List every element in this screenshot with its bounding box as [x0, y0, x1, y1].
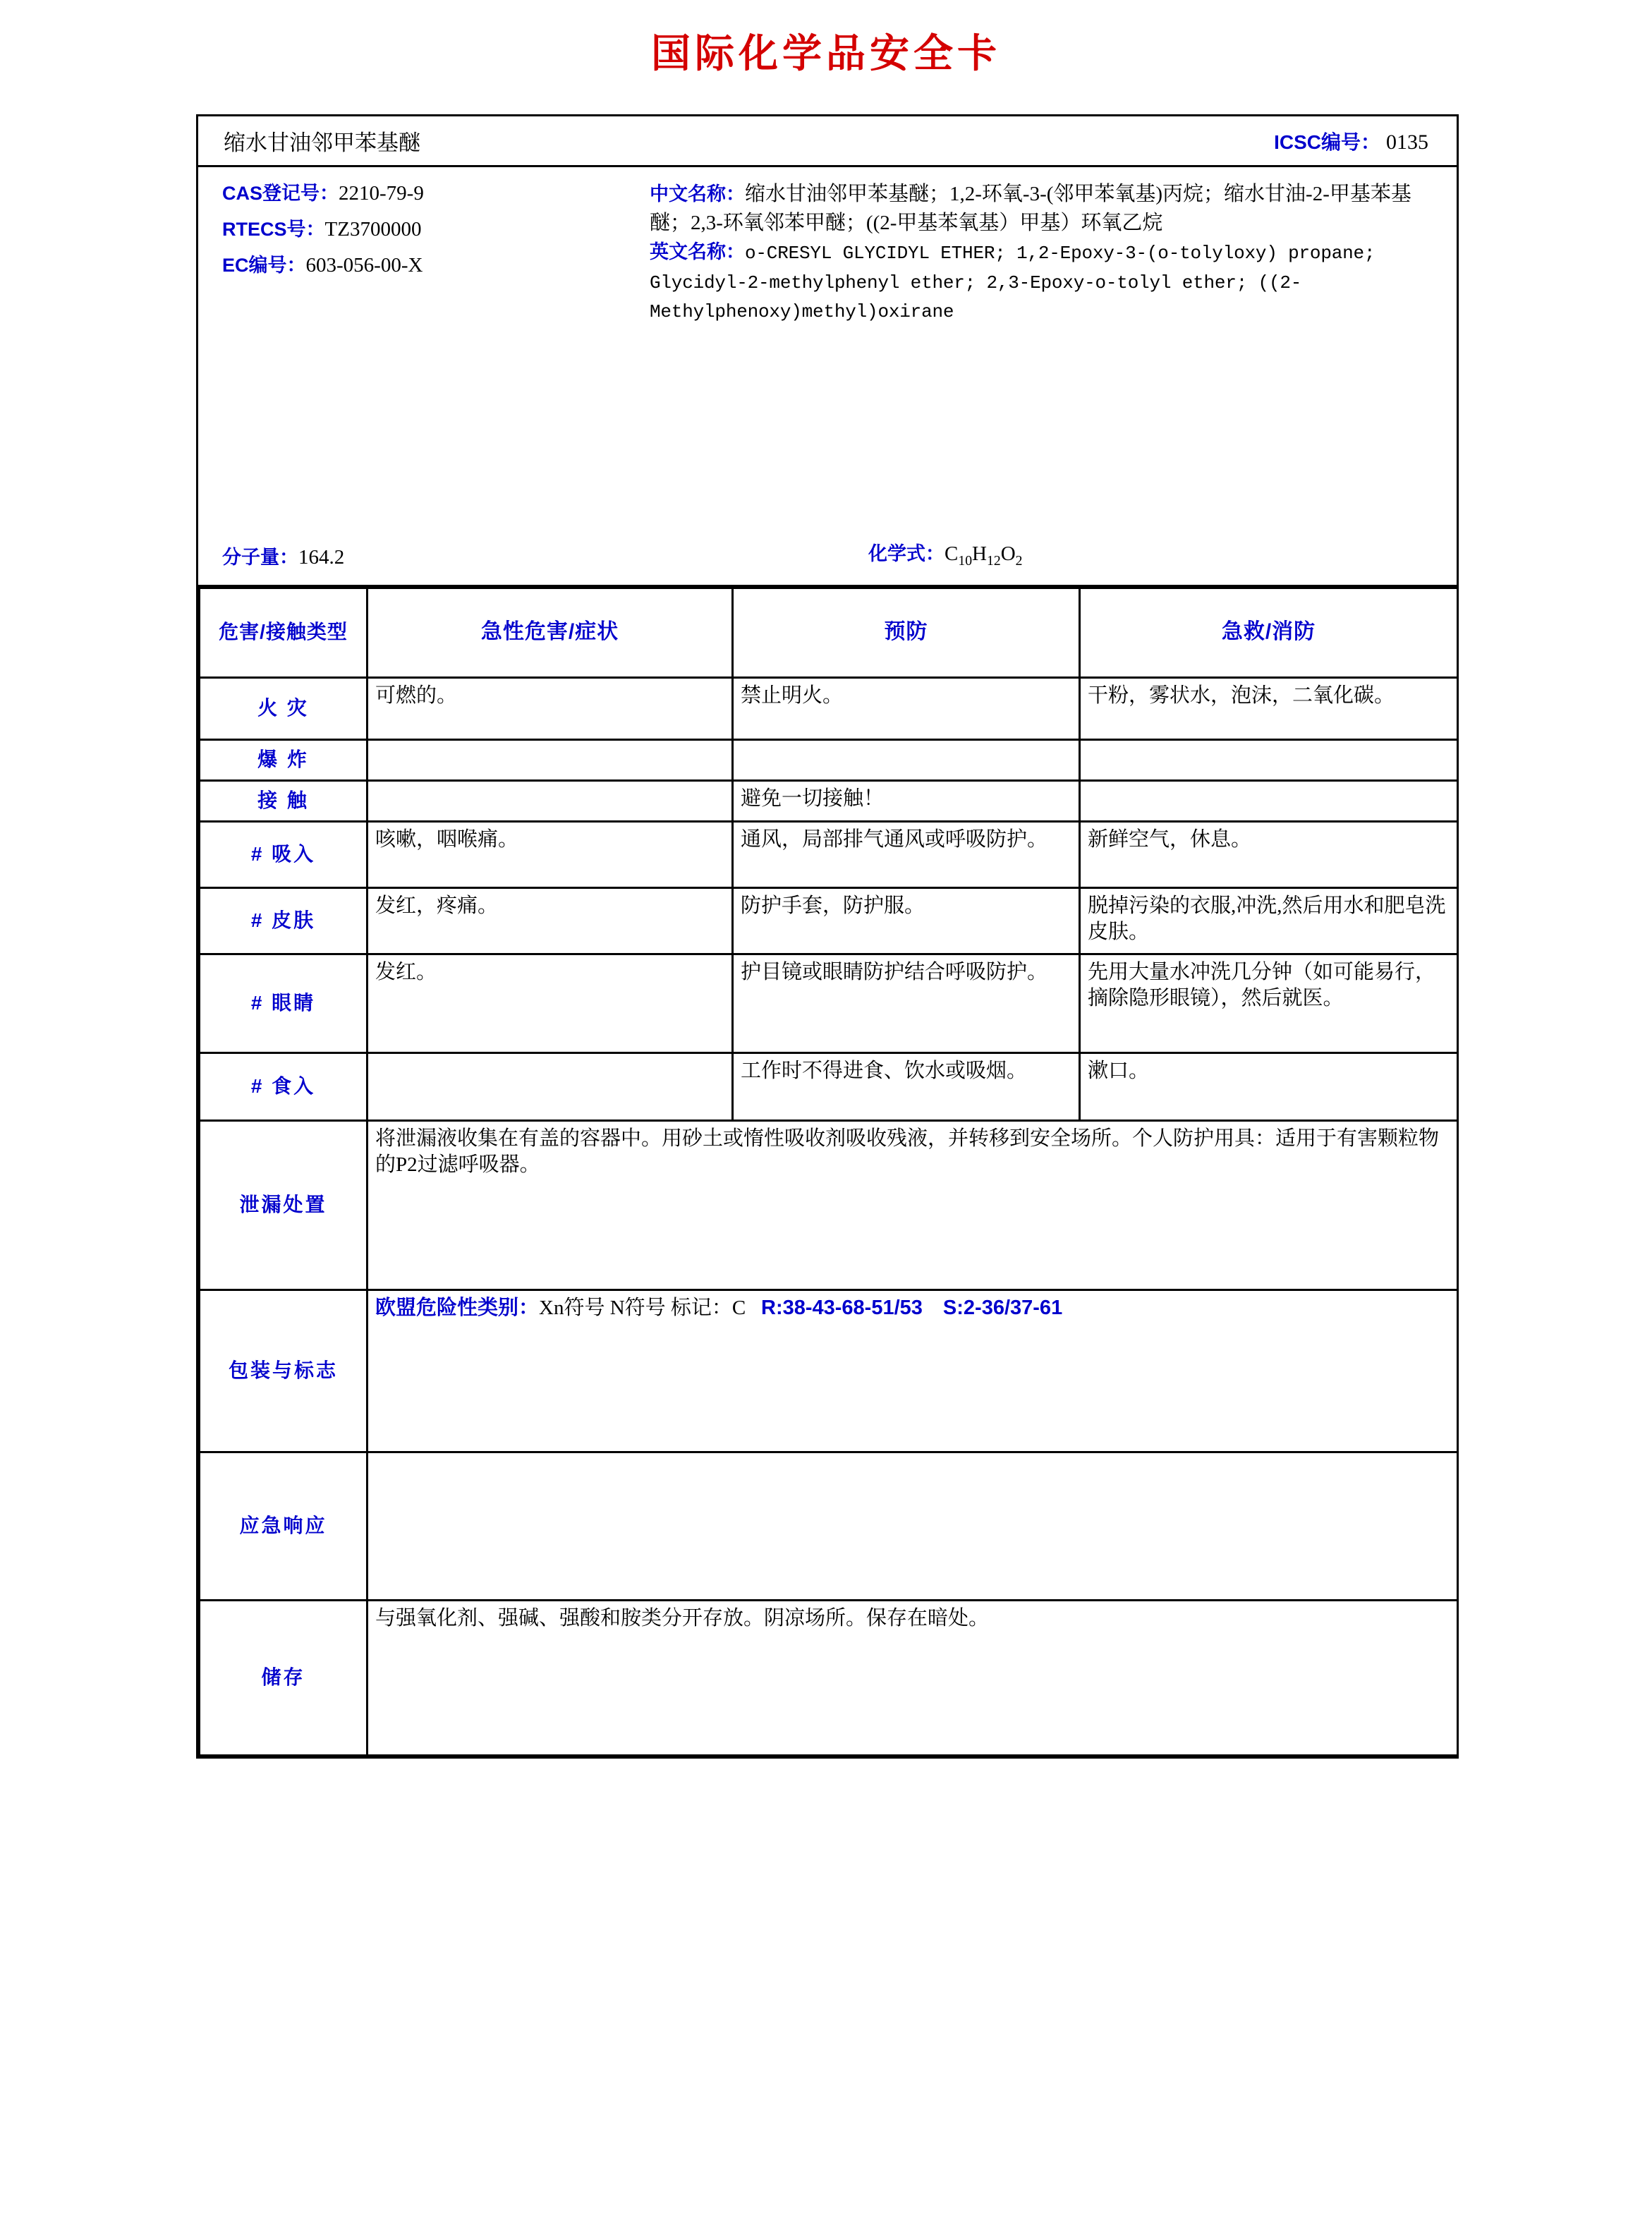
row-category-skin: # 皮肤	[200, 888, 368, 954]
row-category-exposure: 接 触	[200, 781, 368, 822]
chinese-names	[650, 180, 1440, 238]
chinese-names-label: 中文名称：	[650, 183, 745, 205]
row-category-eyes: # 眼睛	[200, 954, 368, 1053]
table-row	[200, 888, 1458, 954]
cell-packaging-text	[368, 1290, 1458, 1452]
cell-explosion-prevention	[733, 740, 1080, 781]
icsc-number-block	[1274, 127, 1457, 155]
cell-spillage-text: 将泄漏液收集在有盖的容器中。用砂土或惰性吸收剂吸收残液，并转移到安全场所。个人防护用具：适用于有害颗粒物的P2过滤呼吸器。	[368, 1121, 1458, 1290]
identification-left	[198, 167, 650, 585]
eu-class-value: Xn符号 N符号 标记：C	[539, 1297, 746, 1319]
table-row	[200, 740, 1458, 781]
cell-exposure-prevention: 避免一切接触！	[733, 781, 1080, 822]
row-category-spillage: 泄漏处置	[200, 1121, 368, 1290]
rtecs-label: RTECS号：	[222, 219, 325, 241]
row-category-emergency: 应急响应	[200, 1452, 368, 1601]
english-names-label: 英文名称：	[650, 241, 745, 263]
icsc-card	[196, 114, 1459, 1759]
row-category-storage: 储存	[200, 1601, 368, 1756]
cell-eyes-prevention: 护目镜或眼睛防护结合呼吸防护。	[733, 954, 1080, 1053]
row-category-fire: 火 灾	[200, 678, 368, 740]
cell-ingestion-prevention: 工作时不得进食、饮水或吸烟。	[733, 1053, 1080, 1121]
cell-skin-prevention: 防护手套，防护服。	[733, 888, 1080, 954]
icsc-label: ICSC编号：	[1274, 131, 1380, 153]
spillage-row	[200, 1121, 1458, 1290]
icsc-number: 0135	[1386, 130, 1428, 154]
molecular-weight-value: 164.2	[298, 546, 345, 569]
hazard-table	[198, 587, 1459, 1756]
molecular-weight-line	[222, 542, 344, 569]
row-category-packaging: 包装与标志	[200, 1290, 368, 1452]
cell-fire-firstaid: 干粉，雾状水，泡沫，二氧化碳。	[1080, 678, 1458, 740]
cell-inhalation-firstaid: 新鲜空气，休息。	[1080, 822, 1458, 888]
cell-inhalation-symptoms: 咳嗽，咽喉痛。	[368, 822, 733, 888]
table-row	[200, 781, 1458, 822]
cell-explosion-symptoms	[368, 740, 733, 781]
cell-exposure-symptoms	[368, 781, 733, 822]
cell-skin-firstaid: 脱掉污染的衣服,冲洗,然后用水和肥皂洗皮肤。	[1080, 888, 1458, 954]
chinese-names-value: 缩水甘油邻甲苯基醚；1,2-环氧-3-(邻甲苯氧基)丙烷；缩水甘油-2-甲基苯基醚；2,3-环氧邻苯甲醚；((2-甲基苯氧基）甲基）环氧乙烷	[650, 183, 1411, 235]
ec-line	[222, 252, 650, 279]
row-category-ingestion: # 食入	[200, 1053, 368, 1121]
page-title: 国际化学品安全卡	[651, 31, 1001, 75]
col-header-type: 危害/接触类型	[200, 588, 368, 678]
formula-value: $C_{10}H_{12}O_2$	[945, 542, 1023, 569]
card-header	[198, 116, 1457, 167]
cell-storage-text: 与强氧化剂、强碱、强酸和胺类分开存放。阴凉场所。保存在暗处。	[368, 1601, 1458, 1756]
cell-eyes-firstaid: 先用大量水冲洗几分钟（如可能易行，摘除隐形眼镜），然后就医。	[1080, 954, 1458, 1053]
substance-name: 缩水甘油邻甲苯基醚	[224, 131, 420, 155]
cell-eyes-symptoms: 发红。	[368, 954, 733, 1053]
row-category-inhalation: # 吸入	[200, 822, 368, 888]
cell-explosion-firstaid	[1080, 740, 1458, 781]
emergency-row	[200, 1452, 1458, 1601]
eu-class-label: 欧盟危险性类别：	[375, 1297, 540, 1319]
col-header-symptoms: 急性危害/症状	[368, 588, 733, 678]
molecular-weight-label: 分子量：	[222, 547, 298, 568]
table-header-row	[200, 588, 1458, 678]
cell-inhalation-prevention: 通风，局部排气通风或呼吸防护。	[733, 822, 1080, 888]
cas-line	[222, 180, 650, 207]
cas-value: 2210-79-9	[339, 182, 424, 205]
formula-line	[868, 538, 1023, 569]
ec-value: 603-056-00-X	[305, 254, 423, 277]
col-header-prevention: 预防	[733, 588, 1080, 678]
col-header-firstaid: 急救/消防	[1080, 588, 1458, 678]
rtecs-line	[222, 216, 650, 243]
cell-skin-symptoms: 发红，疼痛。	[368, 888, 733, 954]
s-phrases: S:2-36/37-61	[942, 1297, 1063, 1319]
rtecs-value: TZ3700000	[324, 218, 422, 241]
table-row	[200, 678, 1458, 740]
formula-label: 化学式：	[868, 543, 945, 565]
english-names	[650, 238, 1440, 325]
identification-right	[650, 167, 1457, 585]
cell-ingestion-symptoms	[368, 1053, 733, 1121]
r-phrases: R:38-43-68-51/53	[761, 1297, 923, 1319]
table-row	[200, 822, 1458, 888]
table-row	[200, 1053, 1458, 1121]
cell-exposure-firstaid	[1080, 781, 1458, 822]
cell-emergency-text	[368, 1452, 1458, 1601]
cell-fire-symptoms: 可燃的。	[368, 678, 733, 740]
cell-ingestion-firstaid: 漱口。	[1080, 1053, 1458, 1121]
row-category-explosion: 爆 炸	[200, 740, 368, 781]
cas-label: CAS登记号：	[222, 183, 339, 204]
identification-block	[198, 167, 1457, 587]
table-row	[200, 954, 1458, 1053]
storage-row	[200, 1601, 1458, 1756]
cell-fire-prevention: 禁止明火。	[733, 678, 1080, 740]
packaging-row	[200, 1290, 1458, 1452]
ec-label: EC编号：	[222, 255, 306, 277]
english-names-value: o-CRESYL GLYCIDYL ETHER; 1,2-Epoxy-3-(o-tolyloxy) propane; Glycidyl-2-methylphenyl ether; 2,3-Epoxy-o-tolyl ether; ((2-Methylphenoxy)methyl)oxirane	[650, 243, 1375, 322]
